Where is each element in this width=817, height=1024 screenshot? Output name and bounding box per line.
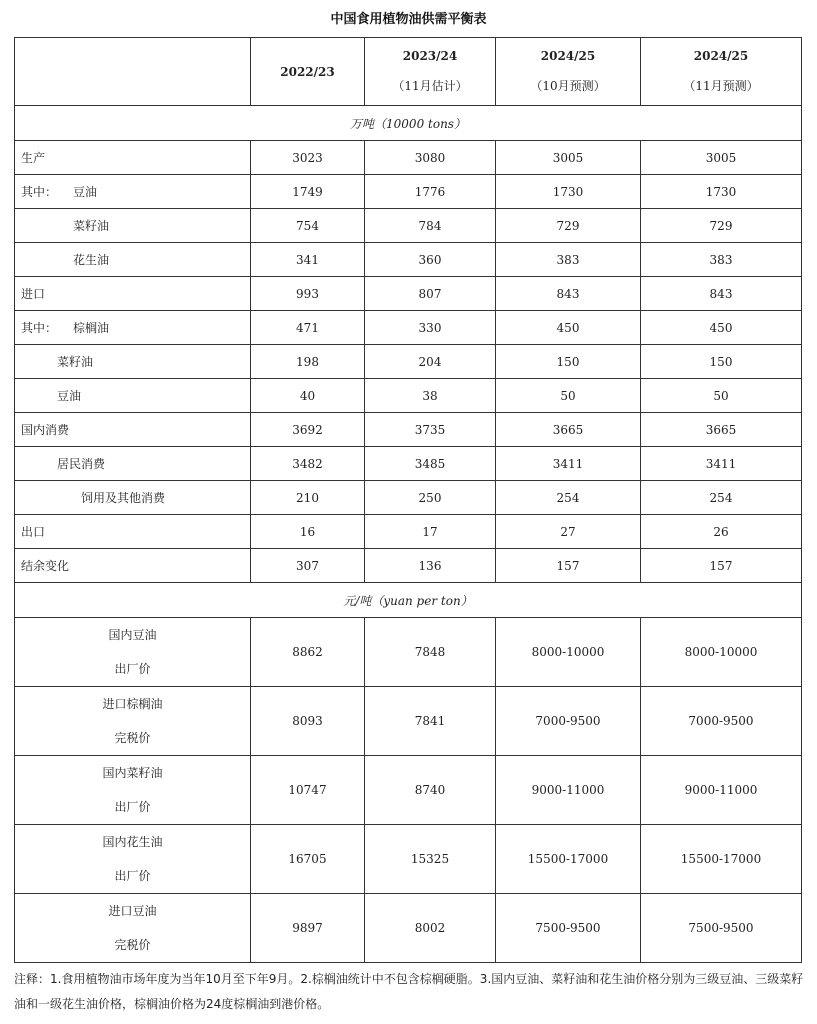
value-cell: 729: [641, 209, 802, 243]
value-cell: 3023: [251, 141, 365, 175]
value-cell: 254: [496, 481, 641, 515]
value-cell: 250: [365, 481, 496, 515]
value-cell: 27: [496, 515, 641, 549]
header-corner: [15, 38, 251, 106]
price-cell: 7500-9500: [496, 894, 641, 963]
price-cell: 8000-10000: [641, 618, 802, 687]
table-row: [15, 481, 802, 515]
price-label-line2: 出厂价: [114, 800, 151, 814]
price-cell: 8002: [365, 894, 496, 963]
header-year: 2022/23: [280, 64, 335, 79]
table-row: [15, 243, 802, 277]
price-label-line2: 出厂价: [114, 869, 151, 883]
quantity-section: [15, 141, 802, 583]
price-label-line2: 完税价: [114, 731, 151, 745]
unit-label-quantity: 万吨（10000 tons）: [15, 106, 802, 141]
row-label-text: 棕榈油: [73, 321, 110, 335]
header-note: （11月估计）: [392, 79, 468, 93]
table-row: [15, 618, 802, 687]
unit-row-quantity: [15, 106, 802, 141]
unit-label-price: 元/吨（yuan per ton）: [15, 583, 802, 618]
table-row: [15, 311, 802, 345]
value-cell: 3005: [496, 141, 641, 175]
row-label-text: 菜籽油: [57, 355, 94, 369]
value-cell: 1776: [365, 175, 496, 209]
value-cell: 3735: [365, 413, 496, 447]
price-cell: 9000-11000: [496, 756, 641, 825]
table-row: [15, 379, 802, 413]
row-label: [15, 379, 251, 413]
value-cell: 843: [641, 277, 802, 311]
header-col-3: [496, 38, 641, 106]
price-cell: 8093: [251, 687, 365, 756]
header-col-2: [365, 38, 496, 106]
price-cell: 15500-17000: [641, 825, 802, 894]
price-section: [15, 618, 802, 963]
value-cell: 993: [251, 277, 365, 311]
row-label-text: 居民消费: [57, 457, 106, 471]
price-cell: 7000-9500: [496, 687, 641, 756]
row-prefix: 其中：: [21, 321, 58, 335]
row-label: [15, 515, 251, 549]
row-label: [15, 141, 251, 175]
header-note: （10月预测）: [530, 79, 606, 93]
row-label: [15, 447, 251, 481]
table-title: 中国食用植物油供需平衡表: [330, 12, 487, 27]
table-row: [15, 141, 802, 175]
value-cell: 1749: [251, 175, 365, 209]
table-row: [15, 515, 802, 549]
header-year: 2024/25: [693, 49, 749, 63]
price-label: [15, 825, 251, 894]
value-cell: 40: [251, 379, 365, 413]
value-cell: 50: [641, 379, 802, 413]
table-row: [15, 825, 802, 894]
row-label-text: 豆油: [73, 185, 98, 199]
row-label: [15, 209, 251, 243]
price-cell: 8862: [251, 618, 365, 687]
value-cell: 3482: [251, 447, 365, 481]
price-label: [15, 894, 251, 963]
value-cell: 3665: [496, 413, 641, 447]
row-label-text: 豆油: [57, 389, 82, 403]
value-cell: 3411: [496, 447, 641, 481]
value-cell: 450: [641, 311, 802, 345]
row-label: [15, 311, 251, 345]
row-label-text: 生产: [21, 151, 46, 165]
table-row: [15, 549, 802, 583]
value-cell: 754: [251, 209, 365, 243]
row-label-text: 菜籽油: [73, 219, 110, 233]
value-cell: 3692: [251, 413, 365, 447]
price-label-line1: 国内菜籽油: [102, 766, 163, 780]
value-cell: 843: [496, 277, 641, 311]
table-row: [15, 209, 802, 243]
row-label: [15, 413, 251, 447]
row-label-text: 结余变化: [21, 559, 70, 573]
value-cell: 157: [641, 549, 802, 583]
table-row: [15, 413, 802, 447]
price-cell: 15500-17000: [496, 825, 641, 894]
price-cell: 7000-9500: [641, 687, 802, 756]
value-cell: 1730: [496, 175, 641, 209]
value-cell: 254: [641, 481, 802, 515]
value-cell: 204: [365, 345, 496, 379]
value-cell: 729: [496, 209, 641, 243]
value-cell: 26: [641, 515, 802, 549]
value-cell: 307: [251, 549, 365, 583]
price-label: [15, 618, 251, 687]
table-row: [15, 277, 802, 311]
value-cell: 17: [365, 515, 496, 549]
price-cell: 16705: [251, 825, 365, 894]
supply-demand-table: [14, 37, 802, 963]
row-label: [15, 345, 251, 379]
price-cell: 9000-11000: [641, 756, 802, 825]
value-cell: 450: [496, 311, 641, 345]
header-note: （11月预测）: [683, 79, 759, 93]
value-cell: 360: [365, 243, 496, 277]
value-cell: 150: [641, 345, 802, 379]
price-cell: 9897: [251, 894, 365, 963]
row-label-text: 饲用及其他消费: [81, 491, 166, 505]
table-row: [15, 756, 802, 825]
header-year: 2023/24: [402, 49, 458, 63]
header-year: 2024/25: [540, 49, 596, 63]
value-cell: 3411: [641, 447, 802, 481]
row-prefix: 其中：: [21, 185, 58, 199]
row-label-text: 国内消费: [21, 423, 70, 437]
table-row: [15, 894, 802, 963]
row-label-text: 花生油: [73, 253, 110, 267]
value-cell: 1730: [641, 175, 802, 209]
row-label-text: 出口: [21, 525, 46, 539]
value-cell: 136: [365, 549, 496, 583]
value-cell: 157: [496, 549, 641, 583]
row-label-text: 进口: [21, 287, 46, 301]
table-row: [15, 687, 802, 756]
price-cell: 15325: [365, 825, 496, 894]
value-cell: 784: [365, 209, 496, 243]
header-col-4: [641, 38, 802, 106]
row-label: [15, 481, 251, 515]
price-label-line1: 国内豆油: [108, 628, 157, 642]
value-cell: 198: [251, 345, 365, 379]
value-cell: 50: [496, 379, 641, 413]
value-cell: 38: [365, 379, 496, 413]
value-cell: 807: [365, 277, 496, 311]
price-label-line1: 进口棕榈油: [102, 697, 163, 711]
row-label: [15, 243, 251, 277]
value-cell: 471: [251, 311, 365, 345]
value-cell: 3665: [641, 413, 802, 447]
price-cell: 7500-9500: [641, 894, 802, 963]
table-row: [15, 447, 802, 481]
value-cell: 383: [641, 243, 802, 277]
row-label: [15, 175, 251, 209]
value-cell: 383: [496, 243, 641, 277]
unit-row-price: [15, 583, 802, 618]
header-row: [15, 38, 802, 106]
price-cell: 10747: [251, 756, 365, 825]
price-cell: 8000-10000: [496, 618, 641, 687]
value-cell: 16: [251, 515, 365, 549]
value-cell: 150: [496, 345, 641, 379]
value-cell: 210: [251, 481, 365, 515]
value-cell: 3485: [365, 447, 496, 481]
value-cell: 3005: [641, 141, 802, 175]
table-row: [15, 175, 802, 209]
value-cell: 341: [251, 243, 365, 277]
price-label: [15, 687, 251, 756]
header-col-1: [251, 38, 365, 106]
price-label-line2: 完税价: [114, 938, 151, 952]
row-label: [15, 277, 251, 311]
price-label-line2: 出厂价: [114, 662, 151, 676]
price-cell: 7841: [365, 687, 496, 756]
price-label-line1: 国内花生油: [102, 835, 163, 849]
value-cell: 3080: [365, 141, 496, 175]
value-cell: 330: [365, 311, 496, 345]
price-cell: 7848: [365, 618, 496, 687]
row-label: [15, 549, 251, 583]
price-cell: 8740: [365, 756, 496, 825]
footnote: 注释：1.食用植物油市场年度为当年10月至下年9月。2.棕榈油统计中不包含棕榈硬脂。3.国内豆油、菜籽油和花生油价格分别为三级豆油、三级菜籽油和一级花生油价格，棕榈油价格为24度棕榈油到港价格。: [14, 972, 804, 1011]
table-row: [15, 345, 802, 379]
price-label-line1: 进口豆油: [108, 904, 157, 918]
price-label: [15, 756, 251, 825]
